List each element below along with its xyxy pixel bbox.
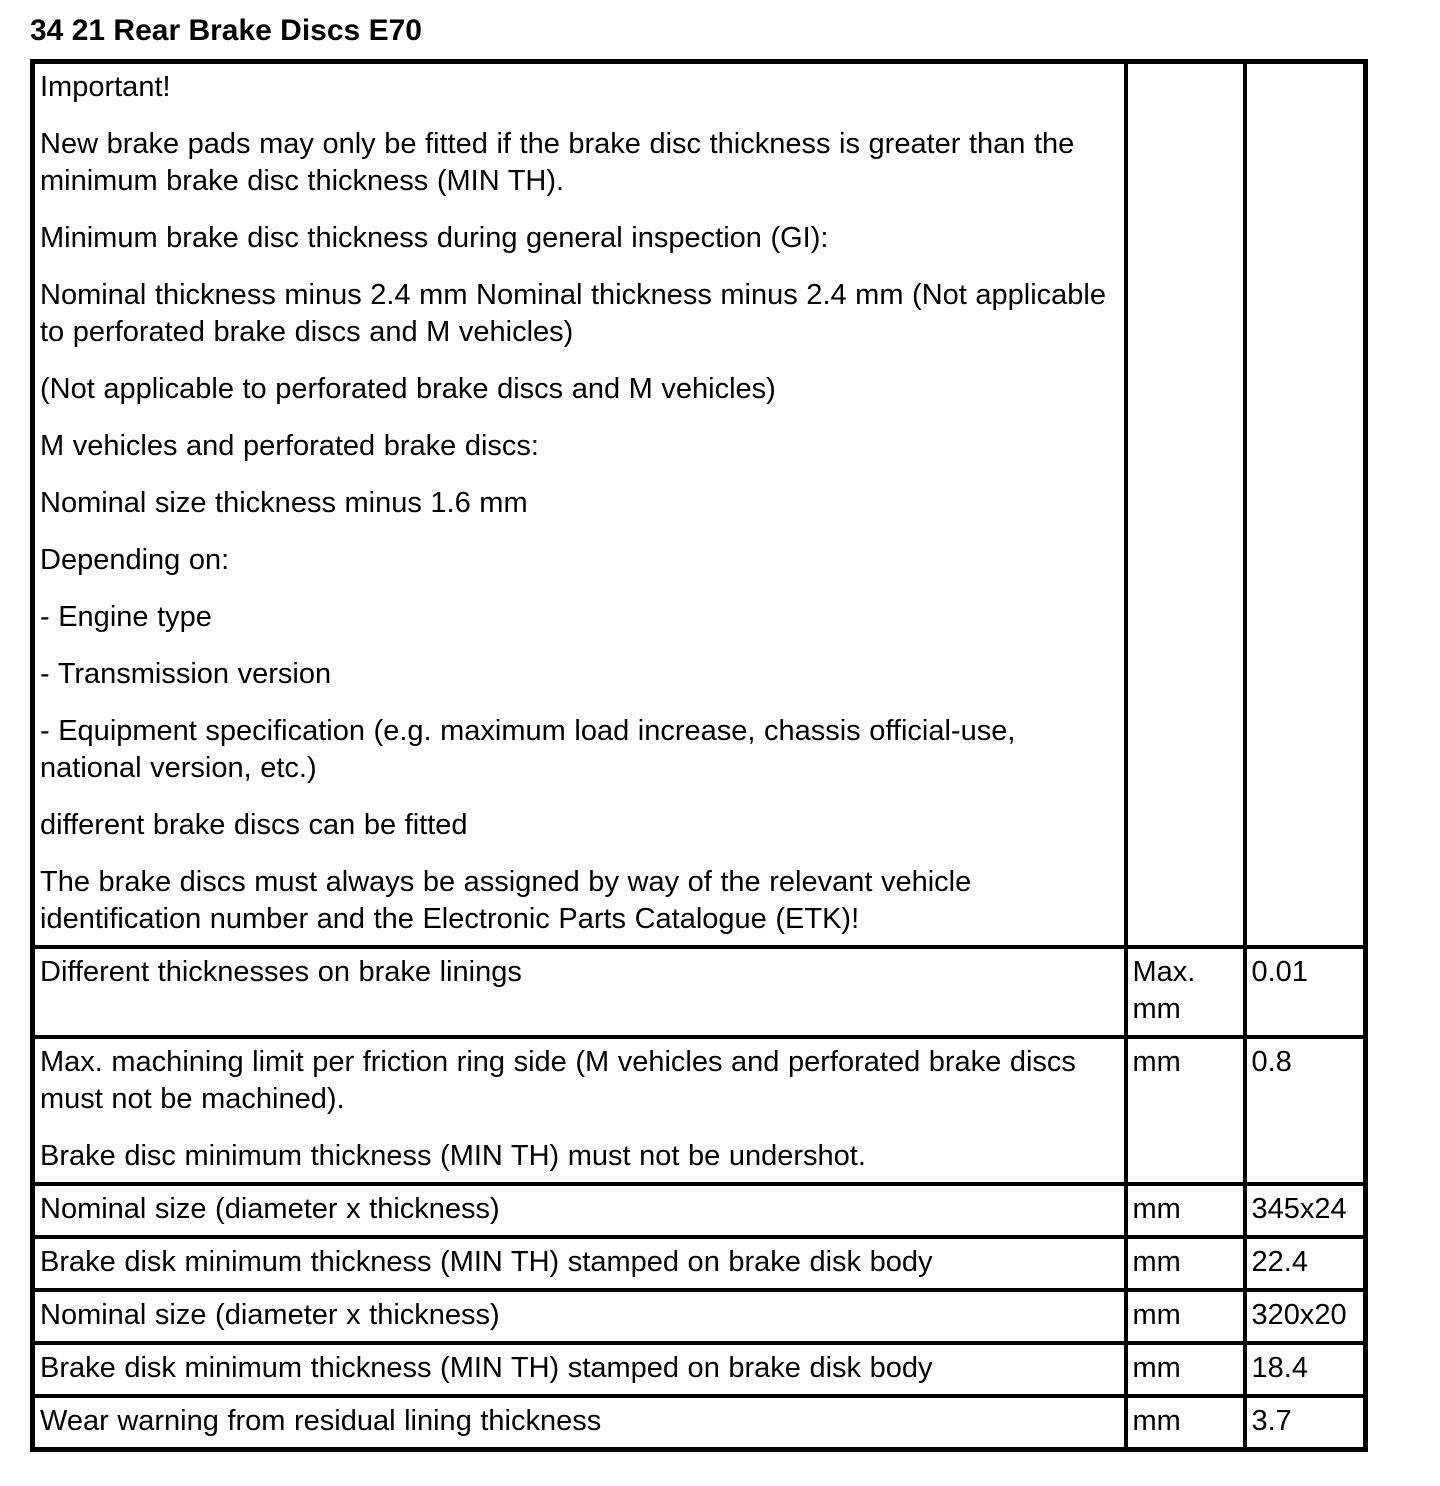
spec-unit: mm: [1126, 1037, 1245, 1184]
spec-description-paragraph: Brake disk minimum thickness (MIN TH) stamped on brake disk body: [40, 1352, 933, 1384]
spec-table: [30, 59, 1368, 1452]
spec-description-paragraph: Brake disc minimum thickness (MIN TH) must not be undershot.: [40, 1140, 866, 1172]
spec-unit: mm: [1126, 1396, 1245, 1450]
info-value-cell-empty: [1245, 62, 1366, 948]
info-paragraph: (Not applicable to perforated brake discs and M vehicles): [40, 373, 776, 405]
spec-description: [33, 1184, 1126, 1237]
info-paragraph: - Equipment specification (e.g. maximum load increase, chassis official-use, national version, etc.): [40, 715, 1016, 784]
table-row: [33, 1237, 1366, 1290]
spec-description-paragraph: Brake disk minimum thickness (MIN TH) stamped on brake disk body: [40, 1246, 933, 1278]
info-paragraph: New brake pads may only be fitted if the brake disc thickness is greater than the minimum brake disc thickness (MIN TH).: [40, 128, 1075, 197]
spec-description: [33, 1396, 1126, 1450]
page-title: 34 21 Rear Brake Discs E70: [30, 14, 422, 47]
info-unit-cell-empty: [1126, 62, 1245, 948]
spec-value: 18.4: [1245, 1343, 1366, 1396]
spec-value: 22.4: [1245, 1237, 1366, 1290]
spec-value: 345x24: [1245, 1184, 1366, 1237]
info-paragraph: M vehicles and perforated brake discs:: [40, 430, 539, 462]
table-row: [33, 1037, 1366, 1184]
info-paragraph: The brake discs must always be assigned by way of the relevant vehicle identification number and the Electronic Parts Catalogue (ETK)!: [40, 866, 972, 935]
spec-unit: Max. mm: [1126, 947, 1245, 1037]
spec-value: 320x20: [1245, 1290, 1366, 1343]
spec-unit: mm: [1126, 1237, 1245, 1290]
table-row: [33, 1290, 1366, 1343]
info-paragraph: Minimum brake disc thickness during general inspection (GI):: [40, 222, 829, 254]
spec-description: [33, 1343, 1126, 1396]
spec-unit: mm: [1126, 1290, 1245, 1343]
spec-description: [33, 1237, 1126, 1290]
info-row: [33, 62, 1366, 948]
spec-description-paragraph: Max. machining limit per friction ring side (M vehicles and perforated brake discs must not be machined).: [40, 1046, 1076, 1115]
info-paragraph: Important!: [40, 71, 171, 103]
info-paragraph: Nominal size thickness minus 1.6 mm: [40, 487, 528, 519]
spec-description-paragraph: Nominal size (diameter x thickness): [40, 1193, 500, 1225]
spec-description: [33, 1290, 1126, 1343]
spec-description: [33, 1037, 1126, 1184]
table-row: [33, 1396, 1366, 1450]
spec-value: 0.01: [1245, 947, 1366, 1037]
table-row: [33, 947, 1366, 1037]
info-cell: [33, 62, 1126, 948]
info-paragraph: - Engine type: [40, 601, 212, 633]
info-paragraph: different brake discs can be fitted: [40, 809, 468, 841]
spec-value: 0.8: [1245, 1037, 1366, 1184]
table-row: [33, 1184, 1366, 1237]
spec-description-paragraph: Wear warning from residual lining thickness: [40, 1405, 602, 1437]
spec-unit: mm: [1126, 1184, 1245, 1237]
info-paragraph: Nominal thickness minus 2.4 mm Nominal thickness minus 2.4 mm (Not applicable to perforated brake discs and M vehicles): [40, 279, 1106, 348]
info-paragraph: Depending on:: [40, 544, 230, 576]
table-row: [33, 1343, 1366, 1396]
spec-unit: mm: [1126, 1343, 1245, 1396]
spec-description-paragraph: Nominal size (diameter x thickness): [40, 1299, 500, 1331]
spec-description: [33, 947, 1126, 1037]
spec-value: 3.7: [1245, 1396, 1366, 1450]
info-paragraph: - Transmission version: [40, 658, 332, 690]
spec-description-paragraph: Different thicknesses on brake linings: [40, 956, 522, 988]
